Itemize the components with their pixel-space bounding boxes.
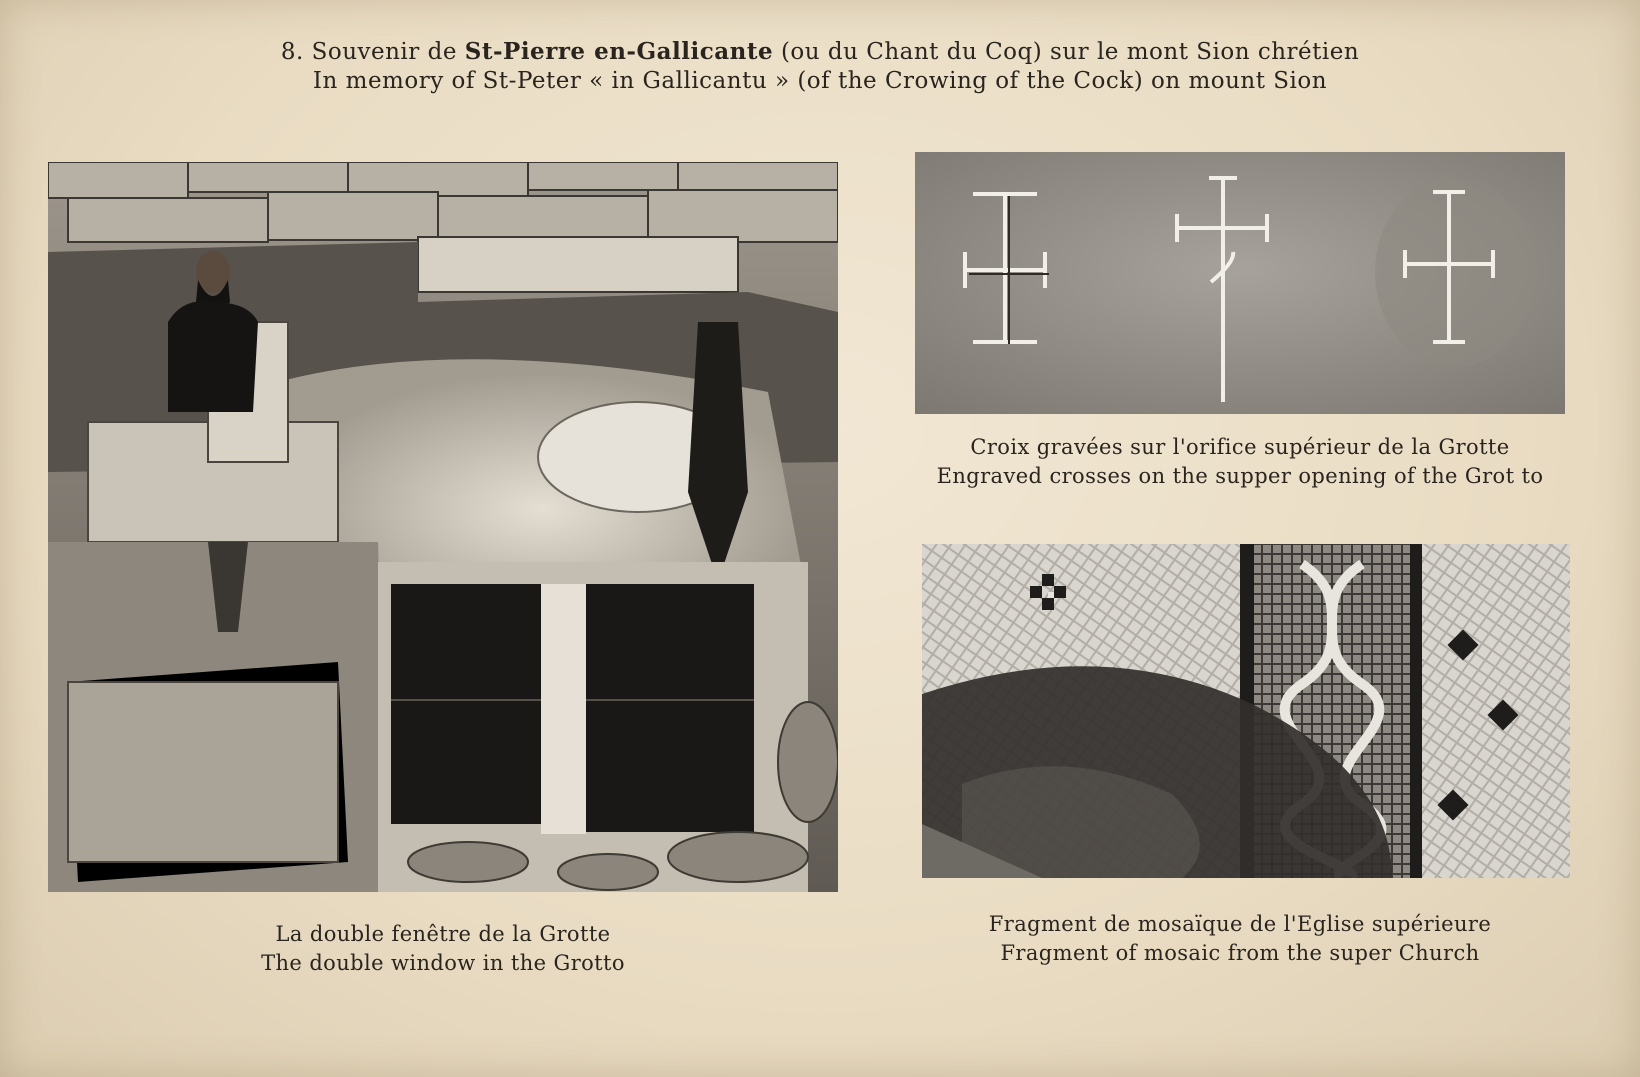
header-site-name: St-Pierre en-Gallicante (464, 38, 774, 65)
photo-grotto (48, 162, 838, 892)
grotto-window-left (391, 584, 541, 824)
caption-mosaic-fr: Fragment de mosaïque de l'Eglise supérieure (988, 912, 1492, 936)
caption-mosaic (880, 910, 1600, 968)
header-line-french (0, 38, 1640, 65)
grotto-window-right (586, 584, 754, 832)
photo-mosaic (922, 544, 1570, 878)
caption-mosaic-en: Fragment of mosaic from the super Church (1000, 941, 1480, 965)
mosaic-image (922, 544, 1570, 878)
caption-grotto (48, 920, 838, 978)
caption-grotto-fr: La double fenêtre de la Grotte (275, 922, 611, 946)
header-line-english: In memory of St-Peter « in Gallicantu » (of the Crowing of the Cock) on mount Sion (312, 68, 1328, 94)
caption-crosses-fr: Croix gravées sur l'orifice supérieur de la Grotte (970, 435, 1510, 459)
caption-crosses (880, 433, 1600, 491)
caption-crosses-en: Engraved crosses on the supper opening of the Grot to (936, 464, 1544, 488)
crosses-image (915, 152, 1565, 414)
header-suffix: (ou du Chant du Coq) sur le mont Sion chrétien (780, 39, 1360, 65)
header-prefix: Souvenir de (311, 39, 457, 65)
card-number: 8. (280, 39, 304, 65)
photo-crosses (915, 152, 1565, 414)
caption-grotto-en: The double window in the Grotto (261, 951, 625, 975)
grotto-image (48, 162, 838, 892)
